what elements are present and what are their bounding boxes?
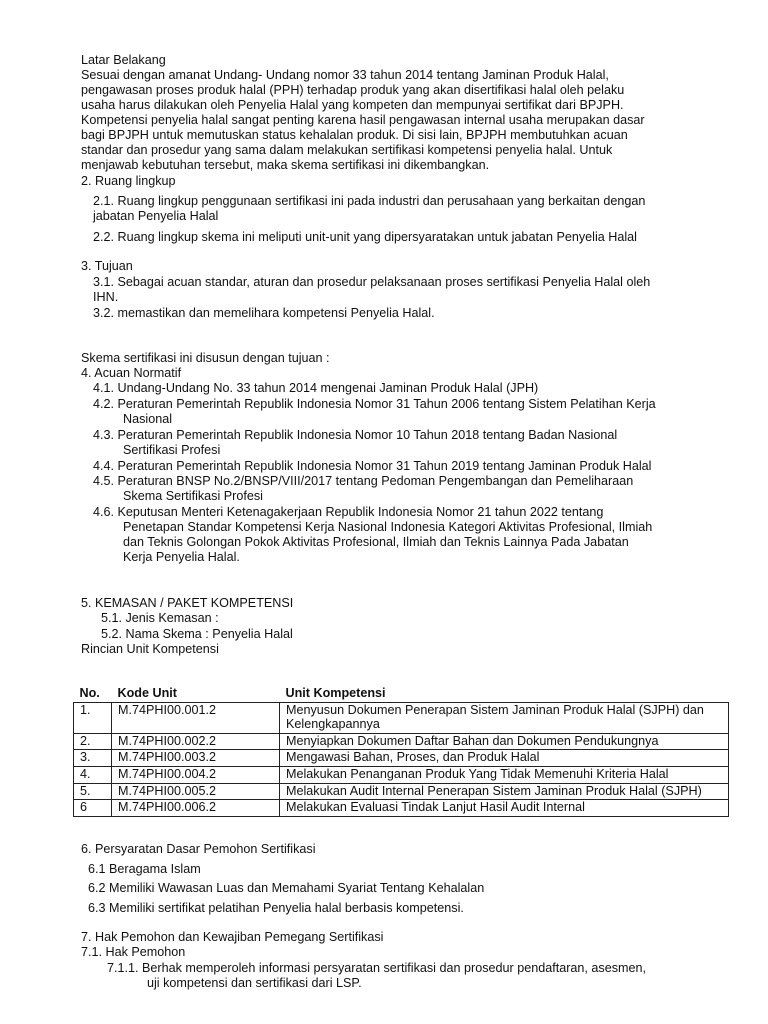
ref-4-6: 4.6. Keputusan Menteri Ketenagakerjaan Republik Indonesia Nomor 21 tahun 2022 tentang xyxy=(93,505,604,519)
rights-heading: 7. Hak Pemohon dan Kewajiban Pemegang Sertifikasi xyxy=(81,930,384,944)
scope-item-1-cont: jabatan Penyelia Halal xyxy=(93,209,219,223)
requirements-heading: 6. Persyaratan Dasar Pemohon Sertifikasi xyxy=(81,842,316,856)
ref-4-2-cont: Nasional xyxy=(123,412,173,426)
goal-item-1: 3.1. Sebagai acuan standar, aturan dan prosedur pelaksanaan proses sertifikasi Penyelia Halal oleh xyxy=(93,275,651,289)
cell-unit: Mengawasi Bahan, Proses, dan Produk Halal xyxy=(280,750,729,767)
cell-no: 2. xyxy=(74,733,112,750)
package-name: 5.2. Nama Skema : Penyelia Halal xyxy=(101,627,293,641)
background-line-1: Sesuai dengan amanat Undang- Undang nomor 33 tahun 2014 tentang Jaminan Produk Halal, xyxy=(81,68,609,82)
cell-no: 1. xyxy=(74,702,112,733)
ref-4-5-cont: Skema Sertifikasi Profesi xyxy=(123,489,263,503)
requirement-6-2: 6.2 Memiliki Wawasan Luas dan Memahami Syariat Tentang Kehalalan xyxy=(88,881,485,895)
table-row xyxy=(74,733,729,750)
cell-code: M.74PHI00.005.2 xyxy=(112,783,280,800)
background-line-5: bagi BPJPH untuk memutuskan status kehalalan produk. Di sisi lain, BPJPH membutuhkan acuan xyxy=(81,128,628,142)
table-row xyxy=(74,750,729,767)
cell-code: M.74PHI00.006.2 xyxy=(112,800,280,817)
goal-item-2: 3.2. memastikan dan memelihara kompetensi Penyelia Halal. xyxy=(93,306,435,320)
right-7-1-1: 7.1.1. Berhak memperoleh informasi persyaratan sertifikasi dan prosedur pendaftaran, asesmen, xyxy=(107,961,647,975)
cell-code: M.74PHI00.002.2 xyxy=(112,733,280,750)
col-unit-competency: Unit Kompetensi xyxy=(285,686,386,700)
ref-4-6-cont-3: Kerja Penyelia Halal. xyxy=(123,550,240,564)
ref-4-2: 4.2. Peraturan Pemerintah Republik Indonesia Nomor 31 Tahun 2006 tentang Sistem Pelatihan Kerja xyxy=(93,397,656,411)
cell-code: M.74PHI00.003.2 xyxy=(112,750,280,767)
table-row xyxy=(74,783,729,800)
right-7-1-1-cont: uji kompetensi dan sertifikasi dari LSP. xyxy=(147,976,362,990)
background-line-3: usaha harus dilakukan oleh Penyelia Halal yang kompeten dan mempunyai sertifikat dari BPJPH. xyxy=(81,98,624,112)
ref-4-3: 4.3. Peraturan Pemerintah Republik Indonesia Nomor 10 Tahun 2018 tentang Badan Nasional xyxy=(93,428,618,442)
cell-no: 6 xyxy=(74,800,112,817)
ref-4-5: 4.5. Peraturan BNSP No.2/BNSP/VIII/2017 tentang Pedoman Pengembangan dan Pemeliharaan xyxy=(93,474,634,488)
cell-code: M.74PHI00.004.2 xyxy=(112,766,280,783)
package-heading: 5. KEMASAN / PAKET KOMPETENSI xyxy=(81,596,294,610)
scope-item-1: 2.1. Ruang lingkup penggunaan sertifikasi ini pada industri dan perusahaan yang berkaitan dengan xyxy=(93,194,646,208)
table-row xyxy=(74,702,729,733)
goal-item-1-cont: IHN. xyxy=(93,290,119,304)
package-type: 5.1. Jenis Kemasan : xyxy=(101,611,219,625)
ref-4-4: 4.4. Peraturan Pemerintah Republik Indonesia Nomor 31 Tahun 2019 tentang Jaminan Produk Halal xyxy=(93,459,652,473)
background-line-4: Kompetensi penyelia halal sangat penting karena hasil pengawasan internal usaha merupakan dasar xyxy=(81,113,645,127)
cell-unit: Melakukan Evaluasi Tindak Lanjut Hasil Audit Internal xyxy=(280,800,729,817)
col-no: No. xyxy=(79,686,100,700)
background-line-7: menjawab kebutuhan tersebut, maka skema sertifikasi ini dikembangkan. xyxy=(81,158,490,172)
ref-4-1: 4.1. Undang-Undang No. 33 tahun 2014 mengenai Jaminan Produk Halal (JPH) xyxy=(93,381,539,395)
cell-code: M.74PHI00.001.2 xyxy=(112,702,280,733)
scope-heading: 2. Ruang lingkup xyxy=(81,174,176,188)
background-line-6: standar dan prosedur yang sama dalam melakukan sertifikasi kompetensi penyelia halal. Untuk xyxy=(81,143,613,157)
rights-sub-heading: 7.1. Hak Pemohon xyxy=(81,945,186,959)
cell-no: 5. xyxy=(74,783,112,800)
background-line-2: pengawasan proses produk halal (PPH) terhadap produk yang akan disertifikasi halal oleh pelaku xyxy=(81,83,625,97)
col-unit-code: Kode Unit xyxy=(117,686,177,700)
table-row xyxy=(74,766,729,783)
table-row xyxy=(74,800,729,817)
cell-unit: Melakukan Audit Internal Penerapan Sistem Jaminan Produk Halal (SJPH) xyxy=(280,783,729,800)
refs-lead: Skema sertifikasi ini disusun dengan tujuan : xyxy=(81,351,330,365)
requirement-6-1: 6.1 Beragama Islam xyxy=(88,862,201,876)
units-detail-heading: Rincian Unit Kompetensi xyxy=(81,642,219,656)
requirement-6-3: 6.3 Memiliki sertifikat pelatihan Penyelia halal berbasis kompetensi. xyxy=(88,901,464,915)
refs-heading: 4. Acuan Normatif xyxy=(81,366,182,380)
cell-no: 4. xyxy=(74,766,112,783)
background-heading: Latar Belakang xyxy=(81,53,166,67)
goal-heading: 3. Tujuan xyxy=(81,259,133,273)
cell-unit: Menyusun Dokumen Penerapan Sistem Jaminan Produk Halal (SJPH) dan Kelengkapannya xyxy=(280,702,729,733)
table-header-row xyxy=(74,686,729,702)
ref-4-3-cont: Sertifikasi Profesi xyxy=(123,443,221,457)
cell-unit: Melakukan Penanganan Produk Yang Tidak Memenuhi Kriteria Halal xyxy=(280,766,729,783)
cell-unit: Menyiapkan Dokumen Daftar Bahan dan Dokumen Pendukungnya xyxy=(280,733,729,750)
scope-item-2: 2.2. Ruang lingkup skema ini meliputi unit-unit yang dipersyaratakan untuk jabatan Penyelia Halal xyxy=(93,230,637,244)
ref-4-6-cont-2: dan Teknis Golongan Pokok Aktivitas Profesional, Ilmiah dan Teknis Lainnya Pada Jabatan xyxy=(123,535,629,549)
ref-4-6-cont-1: Penetapan Standar Kompetensi Kerja Nasional Indonesia Kategori Aktivitas Profesional, Ilmiah xyxy=(123,520,653,534)
competency-units-table xyxy=(73,686,729,817)
cell-no: 3. xyxy=(74,750,112,767)
